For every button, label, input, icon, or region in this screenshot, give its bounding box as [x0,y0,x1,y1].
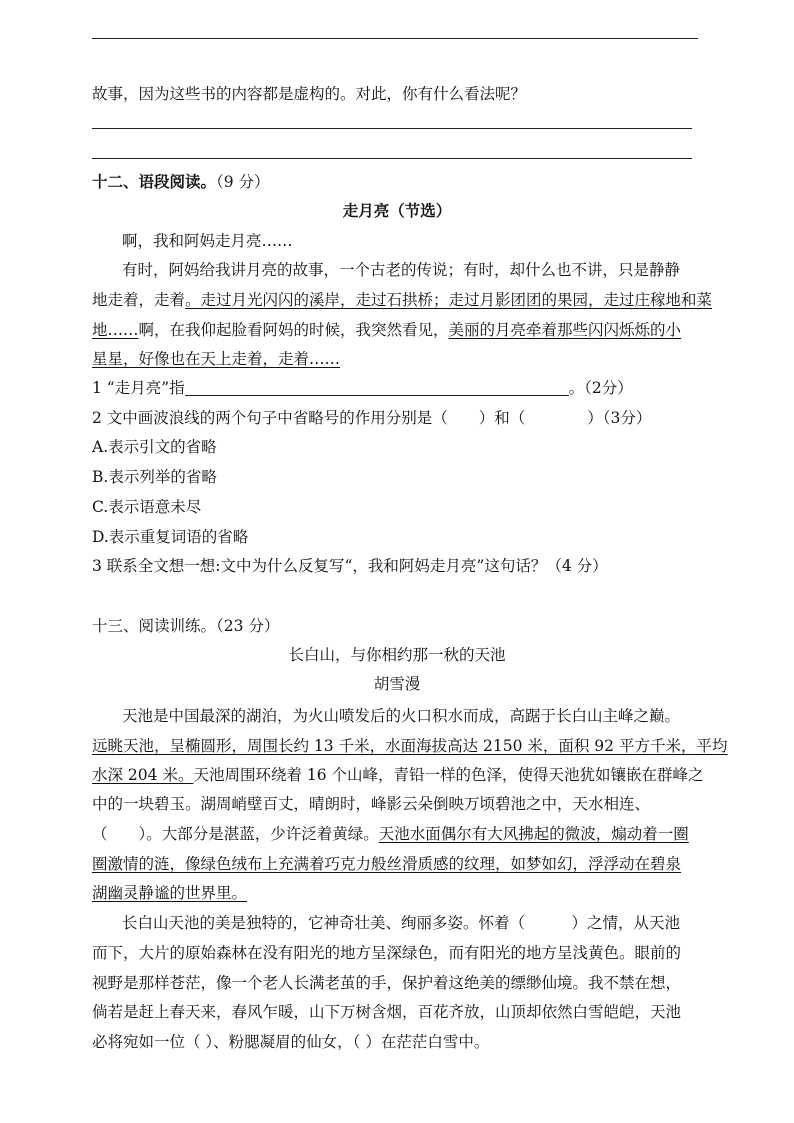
section-12-heading [92,172,270,192]
section-score: （9 分） [216,173,270,191]
option-c: C.表示语意未尽 [92,498,202,516]
question-3: 3 联系全文想一想:文中为什么反复写“，我和阿妈走月亮”这句话？（4 分） [92,557,608,575]
underlined-sentence: 美丽的月亮牵着那些闪闪烁烁的小 [448,321,682,339]
text-run: （ ）。大部分是湛蓝，少许泛着黄绿。 [92,825,379,843]
option-b: B.表示列举的省略 [92,468,217,486]
passage-author: 胡雪漫 [373,675,421,693]
option-a: A.表示引文的省略 [92,438,217,456]
question-text: 故事，因为这些书的内容都是虚构的。对此，你有什么看法呢？ [92,85,527,103]
paragraph-line [92,320,681,340]
text-run: 天池周围环绕着 16 个山峰，青铅一样的色泽，使得天池犹如镶嵌在群峰之 [193,766,704,784]
section-13-heading: 十三、阅读训练。（23 分） [92,617,280,635]
paragraph-line: 而下，大片的原始森林在没有阳光的地方呈深绿色，而有阳光的地方呈浅黄色。眼前的 [92,944,682,962]
paragraph-line [92,765,704,785]
paragraph-line: 有时，阿妈给我讲月亮的故事，一个古老的传说；有时，却什么也不讲，只是静静 [122,261,681,279]
answer-line [92,128,692,129]
option-d: D.表示重复词语的省略 [92,528,249,546]
text-run: 地走着，走着 [92,291,186,309]
underlined-sentence: 远眺天池，呈椭圆形，周围长约 13 千米，水面海拔高达 2150 米，面积 92 平方千米，平均 [92,737,728,755]
underlined-sentence: 地…… [92,321,139,339]
answer-line-top [92,38,698,39]
question-text: 1 “走月亮”指 [92,379,185,397]
paragraph-line: 倘若是赶上春天来，春风乍暖，山下万树含烟，百花齐放，山顶却依然白雪皑皑，天池 [92,1003,682,1021]
underlined-sentence: 星星，好像也在天上走着，走着…… [92,350,341,368]
underlined-sentence: 天池水面偶尔有大风拂起的微波，煽动着一圈 [378,825,689,843]
passage-title: 走月亮（节选） [342,201,452,220]
text-run: 啊，在我仰起脸看阿妈的时候，我突然看见， [138,321,449,339]
question-2: 2 文中画波浪线的两个句子中省略号的作用分别是（ ）和（ ）（3分） [92,409,652,427]
underlined-sentence: 湖幽灵静谧的世界里。 [92,884,248,902]
passage-title: 长白山，与你相约那一秋的天池 [288,646,506,664]
question-1 [92,378,633,398]
underlined-sentence: 水深 204 米。 [92,766,194,784]
paragraph-line [92,290,712,310]
question-score: 。（2分） [568,379,633,397]
paragraph-line: 天池是中国最深的湖泊，为火山喷发后的火口积水而成，高踞于长白山主峰之巅。 [122,707,681,725]
paragraph-line: 必将宛如一位（ ）、粉腮凝眉的仙女，（ ）在茫茫白雪中。 [92,1033,490,1051]
paragraph-line: 长白山天池的美是独特的，它神奇壮美、绚丽多姿。怀着（ ）之情，从天池 [122,914,681,932]
paragraph-line: 视野是那样苍茫，像一个老人长满老茧的手，保护着这绝美的缥缈仙境。我不禁在想， [92,974,682,992]
underlined-sentence: 圈激情的涟，像绿色绒布上充满着巧克力般丝滑质感的纹理，如梦如幻，浮浮动在碧泉 [92,855,682,873]
answer-line [92,158,692,159]
paragraph-line: 中的一块碧玉。湖周峭壁百丈，晴朗时，峰影云朵倒映万顷碧池之中，天水相连、 [92,795,651,813]
paragraph: 啊，我和阿妈走月亮…… [122,232,293,250]
paragraph-line [92,824,689,844]
answer-blank[interactable] [185,379,569,396]
underlined-sentence: 。走过月光闪闪的溪岸，走过石拱桥；走过月影团团的果园，走过庄稼地和菜 [185,291,713,309]
section-heading-text: 十二、语段阅读。 [92,172,217,191]
